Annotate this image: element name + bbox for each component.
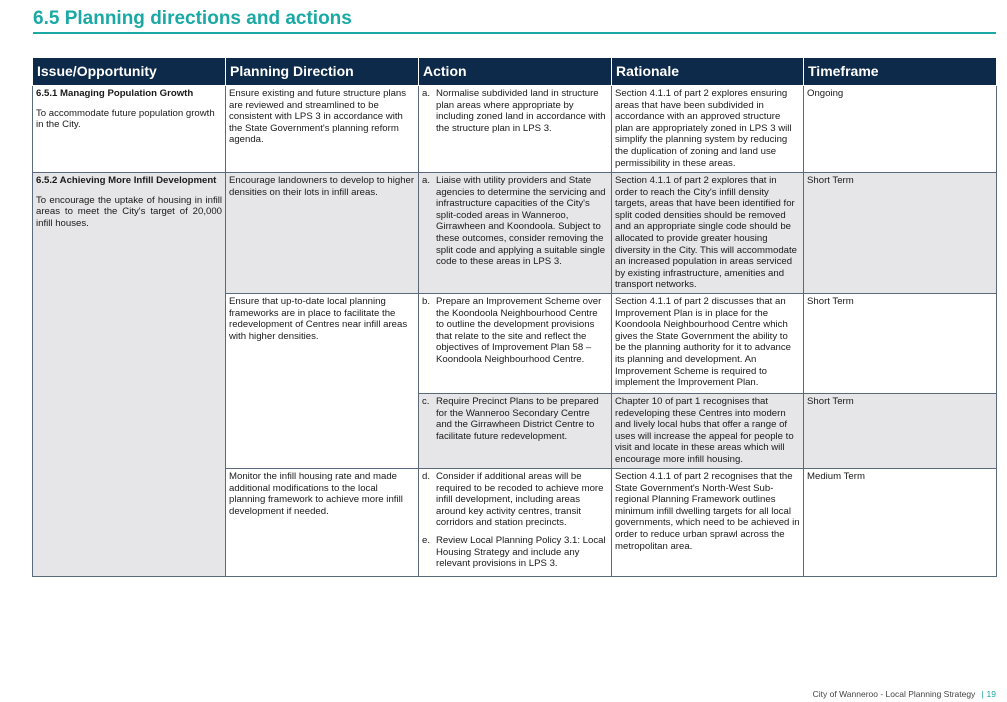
issue-description: To encourage the uptake of housing in infill areas to meet the City's target of 20,000 infill houses. <box>36 194 222 229</box>
action-item <box>422 471 608 529</box>
timeframe-cell: Short Term <box>804 173 997 294</box>
rationale-cell: Section 4.1.1 of part 2 recognises that the State Government's North-West Sub-regional Planning Framework outlines minimum infill dwelling targets for all local governments, which need to be achieved in order to reduce urban sprawl across the metropolitan area. <box>612 469 804 577</box>
action-item <box>422 396 608 442</box>
action-letter: c. <box>422 396 430 407</box>
action-item <box>422 296 608 366</box>
action-text: Prepare an Improvement Scheme over the Koondoola Neighbourhood Centre to outline the development provisions that relate to the site and reflect the objectives of Improvement Plan 58 – Koondoola Neighbourhood Centre. <box>436 296 602 365</box>
action-item <box>422 175 608 268</box>
action-letter: a. <box>422 175 431 186</box>
column-header-action: Action <box>419 58 612 86</box>
timeframe-cell: Short Term <box>804 394 997 469</box>
column-header-timeframe: Timeframe <box>804 58 997 86</box>
issue-title: 6.5.2 Achieving More Infill Development <box>36 175 217 186</box>
issue-title: 6.5.1 Managing Population Growth <box>36 88 194 99</box>
issue-description: To accommodate future population growth in the City. <box>36 107 215 131</box>
action-cell <box>419 394 612 469</box>
footer-text: City of Wanneroo - Local Planning Strategy <box>812 689 976 699</box>
page-footer <box>813 689 996 699</box>
action-cell <box>419 86 612 173</box>
action-item <box>422 535 608 570</box>
action-letter: b. <box>422 296 431 307</box>
footer-separator: | <box>981 689 984 699</box>
action-letter: a. <box>422 88 431 99</box>
rationale-cell: Section 4.1.1 of part 2 explores that in order to reach the City's infill density targets, areas that have been identified for split coded densities should be removed and an appropriate single code should be allocated to provide greater housing diversity in the City. This will accommodate an increased population in areas serviced by existing infrastructure, amenities and transport networks. <box>612 173 804 294</box>
table-row <box>33 173 997 294</box>
direction-cell: Monitor the infill housing rate and made additional modifications to the local planning framework to achieve more infill development if needed. <box>226 469 419 577</box>
action-cell <box>419 469 612 577</box>
planning-table <box>32 57 997 577</box>
action-letter: d. <box>422 471 431 482</box>
column-header-direction: Planning Direction <box>226 58 419 86</box>
action-cell <box>419 173 612 294</box>
action-item <box>422 88 608 134</box>
column-header-issue: Issue/Opportunity <box>33 58 226 86</box>
timeframe-cell: Medium Term <box>804 469 997 577</box>
rationale-cell: Section 4.1.1 of part 2 explores ensuring areas that have been subdivided in accordance with an approved structure plan are appropriately zoned in LPS 3 will simplify the planning system by reducing the duplication of zoning and land use permissibility in these areas. <box>612 86 804 173</box>
table-header-row <box>33 58 997 86</box>
column-header-rationale: Rationale <box>612 58 804 86</box>
page-heading: 6.5 Planning directions and actions <box>33 8 352 29</box>
direction-cell: Ensure existing and future structure plans are reviewed and streamlined to be consistent with LPS 3 in accordance with the State Government's planning reform agenda. <box>226 86 419 173</box>
action-text: Normalise subdivided land in structure plan areas where appropriate by including zoned land in accordance with the structure plan in LPS 3. <box>436 88 606 134</box>
heading-rule <box>33 32 996 34</box>
action-letter: e. <box>422 534 431 546</box>
table-row <box>33 86 997 173</box>
timeframe-cell: Short Term <box>804 294 997 394</box>
page-number: 19 <box>986 689 996 699</box>
action-cell <box>419 294 612 394</box>
action-text: Consider if additional areas will be required to be recoded to achieve more infill development, including areas around key activity centres, transit corridors and station precincts. <box>436 471 604 529</box>
rationale-cell: Section 4.1.1 of part 2 discusses that an Improvement Plan is in place for the Koondoola Neighbourhood Centre which gives the State Government the ability to be the planning authority for it to advance its planning and development. An Improvement Scheme is required to implement the Improvement Plan. <box>612 294 804 394</box>
rationale-cell: Chapter 10 of part 1 recognises that redeveloping these Centres into modern and lively local hubs that offer a range of uses will increase the appeal for people to visit and locate in these areas which will encourage more infill housing. <box>612 394 804 469</box>
direction-cell: Ensure that up-to-date local planning frameworks are in place to facilitate the redevelopment of Centres near infill areas with higher densities. <box>226 294 419 469</box>
issue-cell <box>33 86 226 173</box>
action-text: Require Precinct Plans to be prepared for the Wanneroo Secondary Centre and the Girrawheen District Centre to facilitate future redevelopment. <box>436 396 599 442</box>
action-text: Liaise with utility providers and State agencies to determine the servicing and infrastructure capacities of the City's split-coded areas in Wanneroo, Girrawheen and Koondoola. Subject to these outcomes, consider removing the split code and applying a suitable single code to these areas in LPS 3. <box>436 175 606 268</box>
timeframe-cell: Ongoing <box>804 86 997 173</box>
direction-cell: Encourage landowners to develop to higher densities on their lots in infill areas. <box>226 173 419 294</box>
action-text: Review Local Planning Policy 3.1: Local Housing Strategy and include any relevant provisions in LPS 3. <box>436 534 606 570</box>
issue-cell <box>33 173 226 577</box>
